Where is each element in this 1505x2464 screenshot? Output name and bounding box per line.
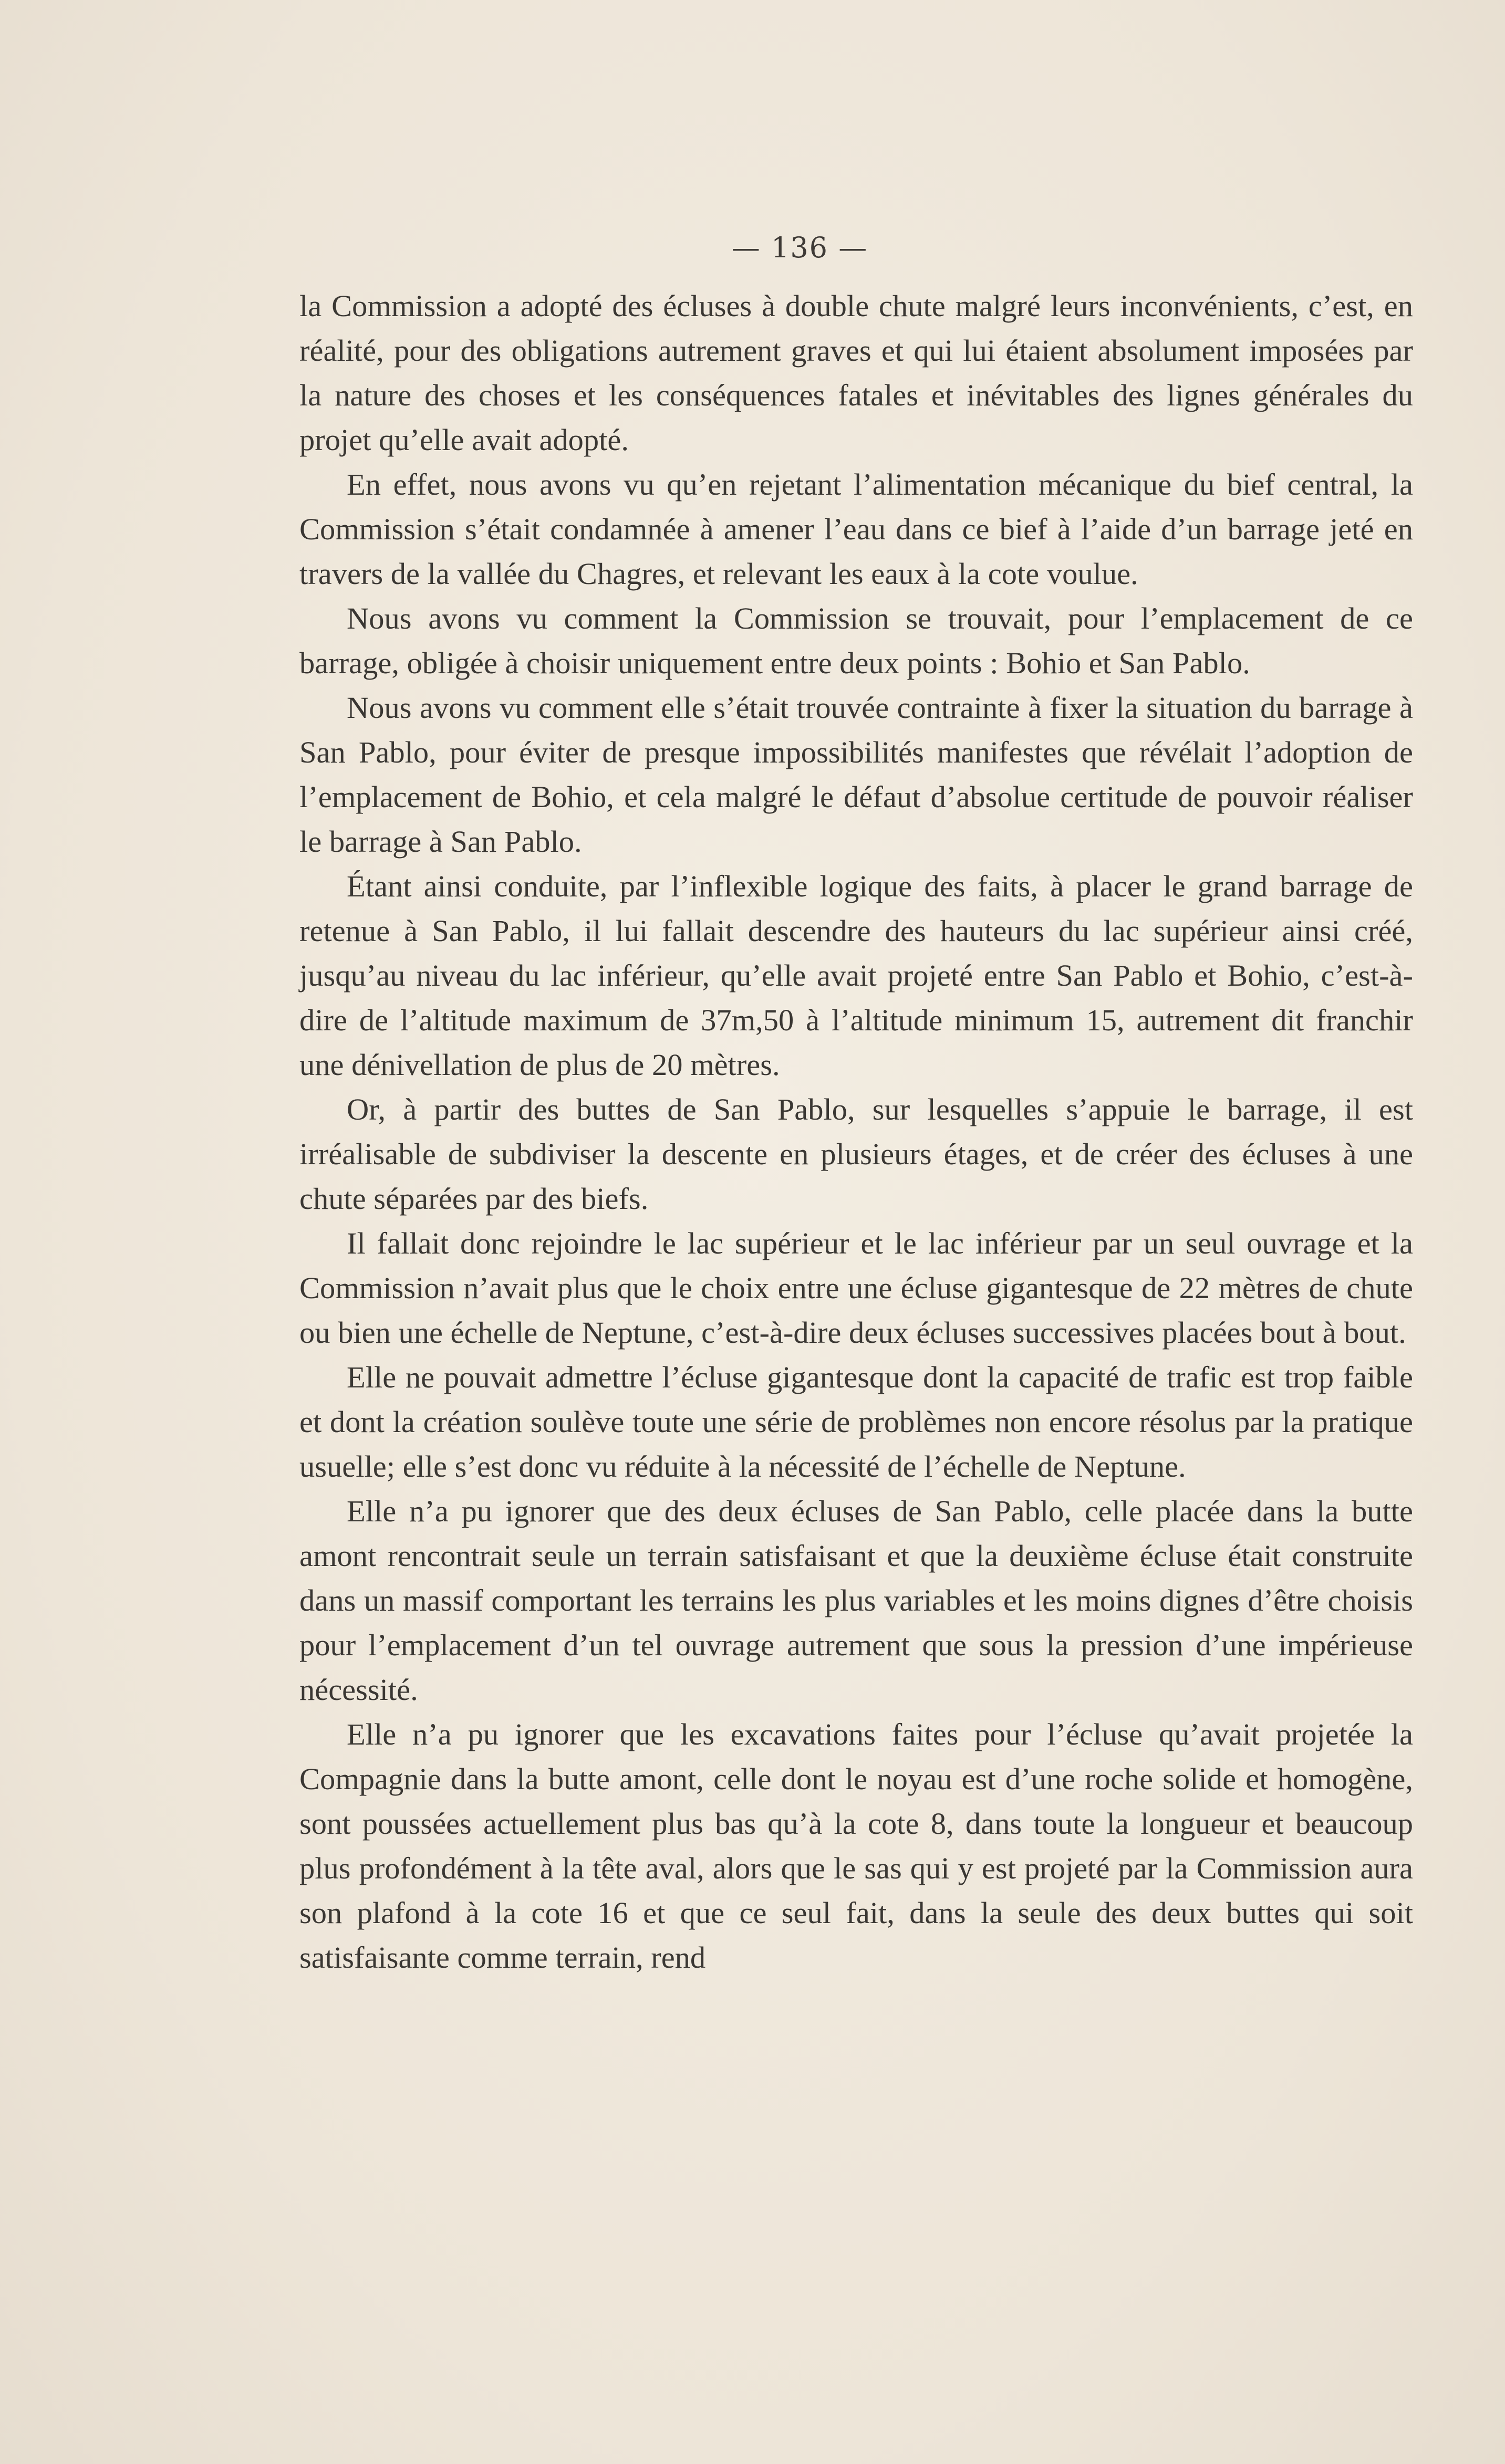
paragraph-9: Elle n’a pu ignorer que des deux écluses de San Pablo, celle placée dans la butte amont rencontrait seule un terrain satisfaisant et que la deuxième écluse était construite dans un massif comportant les terrains les plus variables et les moins dignes d’être choisis pour l’emplacement d’un tel ouvrage autrement que sous la pression d’une impérieuse nécessité. (299, 1494, 1413, 1707)
paragraph-10: Elle n’a pu ignorer que les excavations faites pour l’écluse qu’avait projetée la Compagnie dans la butte amont, celle dont le noyau est d’une roche solide et homogène, sont poussées actuellement plus bas qu’à la cote 8, dans toute la longueur et beaucoup plus profondément à la tête aval, alors que le sas qui y est projeté par la Commission aura son plafond à la cote 16 et que ce seul fait, dans la seule des deux buttes qui soit satisfaisante comme terrain, rend (299, 1717, 1413, 1975)
paragraph-6: Or, à partir des buttes de San Pablo, sur lesquelles s’appuie le barrage, il est irréalisable de subdiviser la descente en plusieurs étages, et de créer des écluses à une chute séparées par des biefs. (299, 1092, 1413, 1216)
paragraph-1: la Commission a adopté des écluses à double chute malgré leurs inconvénients, c’est, en réalité, pour des obligations autrement graves et qui lui étaient absolument imposées par la nature des choses et les conséquences fatales et inévitables des lignes générales du projet qu’elle avait adopté. (299, 289, 1413, 457)
body-text (299, 284, 1413, 1980)
page-number: — 136 — (731, 231, 868, 264)
paragraph-5: Étant ainsi conduite, par l’inflexible logique des faits, à placer le grand barrage de retenue à San Pablo, il lui fallait descendre des hauteurs du lac supérieur ainsi créé, jusqu’au niveau du lac inférieur, qu’elle avait projeté entre San Pablo et Bohio, c’est-à-dire de l’altitude maximum de 37m,50 à l’altitude minimum 15, autrement dit franchir une dénivellation de plus de 20 mètres. (299, 869, 1413, 1082)
paragraph-7: Il fallait donc rejoindre le lac supérieur et le lac inférieur par un seul ouvrage et la Commission n’avait plus que le choix entre une écluse gigantesque de 22 mètres de chute ou bien une échelle de Neptune, c’est-à-dire deux écluses successives placées bout à bout. (299, 1226, 1413, 1350)
paragraph-8: Elle ne pouvait admettre l’écluse gigantesque dont la capacité de trafic est trop faible et dont la création soulève toute une série de problèmes non encore résolus par la pratique usuelle; elle s’est donc vu réduite à la nécessité de l’échelle de Neptune. (299, 1360, 1413, 1484)
paragraph-2: En effet, nous avons vu qu’en rejetant l’alimentation mécanique du bief central, la Commission s’était condamnée à amener l’eau dans ce bief à l’aide d’un barrage jeté en travers de la vallée du Chagres, et relevant les eaux à la cote voulue. (299, 467, 1413, 591)
paragraph-3: Nous avons vu comment la Commission se trouvait, pour l’emplacement de ce barrage, obligée à choisir uniquement entre deux points : Bohio et San Pablo. (299, 601, 1413, 680)
paragraph-4: Nous avons vu comment elle s’était trouvée contrainte à fixer la situation du barrage à San Pablo, pour éviter de presque impossibilités manifestes que révélait l’adoption de l’emplacement de Bohio, et cela malgré le défaut d’absolue certitude de pouvoir réaliser le barrage à San Pablo. (299, 691, 1413, 859)
